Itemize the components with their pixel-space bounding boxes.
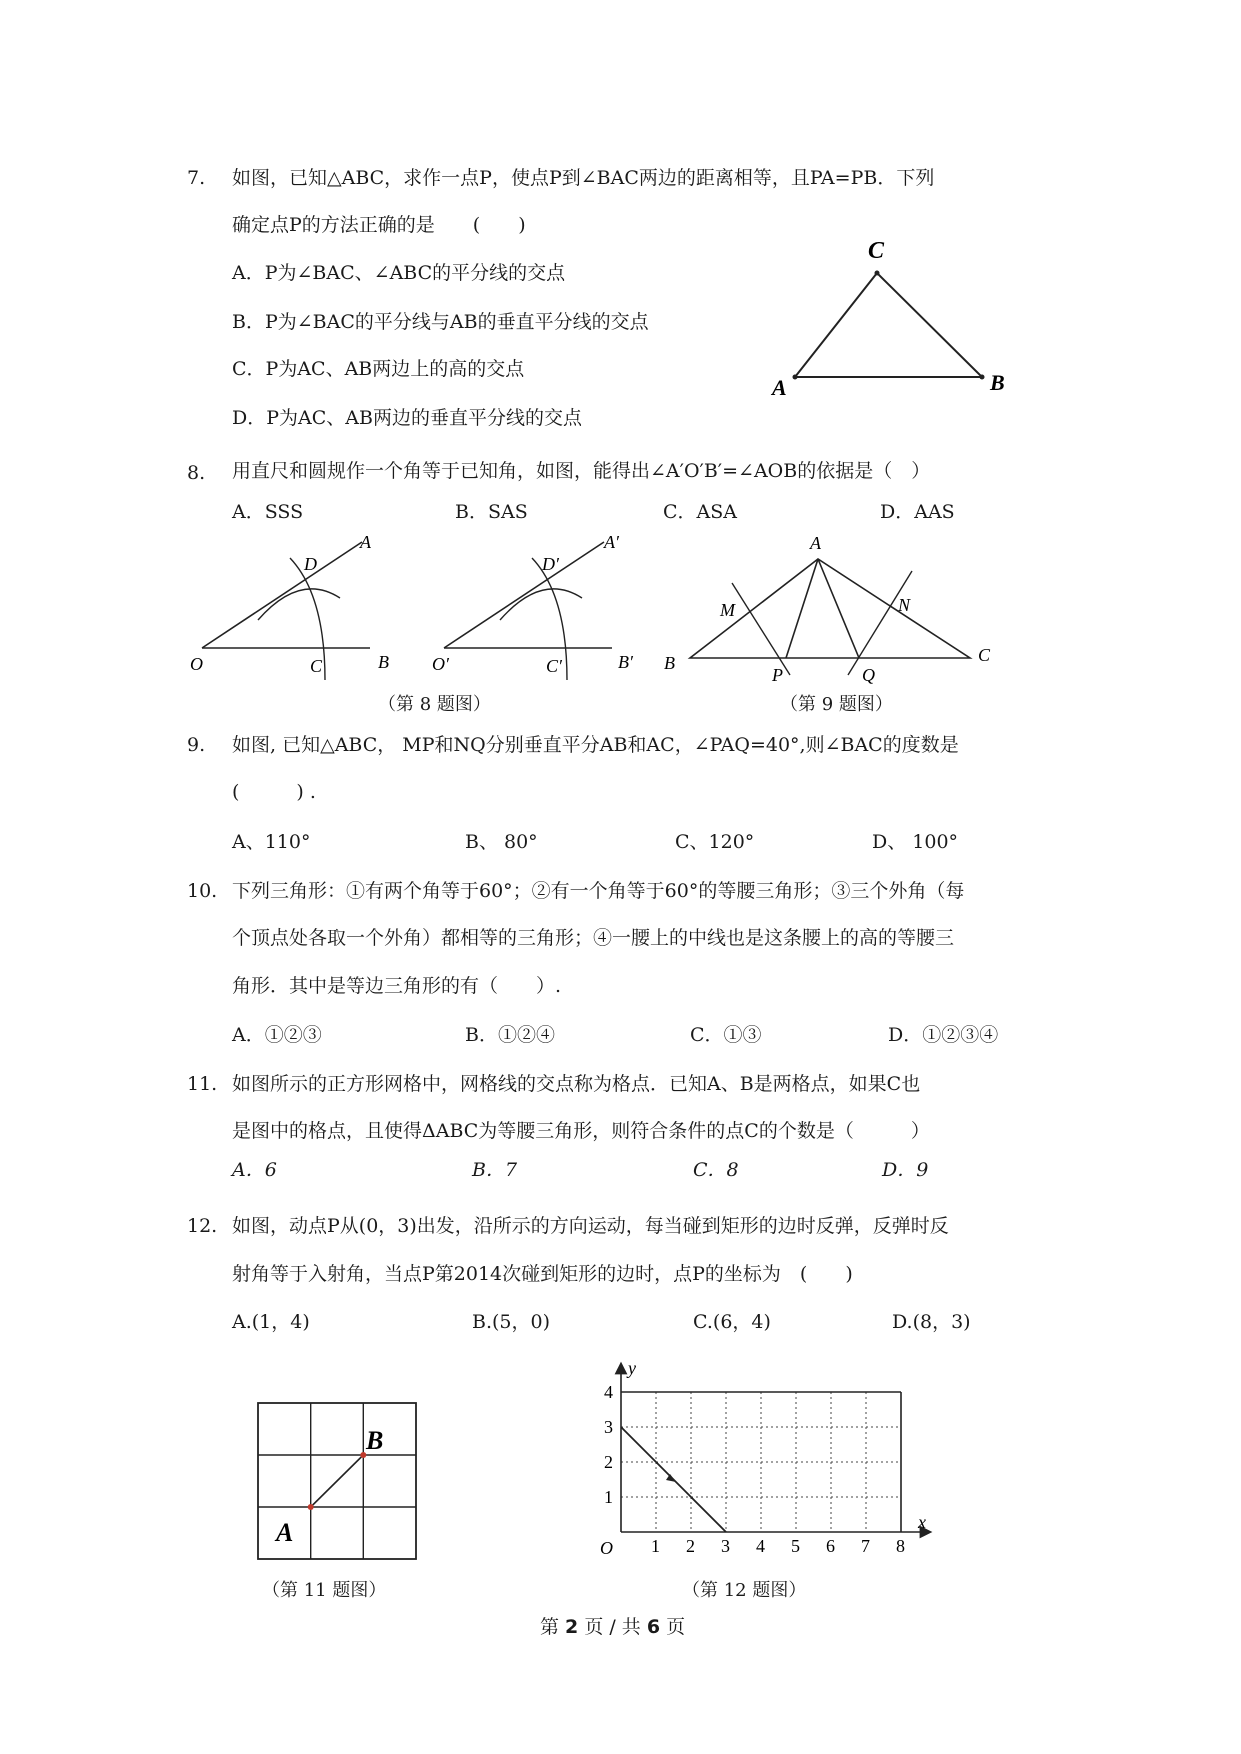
q11-option-b: B．7 (472, 1159, 518, 1181)
q8-option-c: C．ASA (663, 501, 737, 523)
page-footer (540, 1612, 685, 1639)
q12-caption: （第 12 题图） (682, 1580, 807, 1601)
xtick-2: 2 (686, 1536, 695, 1556)
q11-text-line1: 如图所示的正方形网格中，网格线的交点称为格点．已知A、B是两格点，如果C也 (232, 1073, 921, 1095)
q9-option-c: C、120° (675, 831, 755, 853)
q12-coordinate-figure (590, 1360, 960, 1560)
axis-label-y: y (628, 1358, 636, 1378)
q10-text-line2: 个顶点处各取一个外角）都相等的三角形；④一腰上的中线也是这条腰上的高的等腰三 (232, 927, 955, 949)
ytick-4: 4 (604, 1382, 613, 1402)
q11-text-line2: 是图中的格点，且使得ΔABC为等腰三角形，则符合条件的点C的个数是（ ） (232, 1120, 930, 1142)
xtick-5: 5 (791, 1536, 800, 1556)
label-a: A (810, 533, 821, 553)
xtick-7: 7 (861, 1536, 870, 1556)
q8-text-line1: 用直尺和圆规作一个角等于已知角，如图，能得出∠A′O′B′=∠AOB的依据是（ ） (232, 460, 931, 482)
q9-option-d: D、 100° (872, 831, 959, 853)
ytick-1: 1 (604, 1487, 613, 1507)
q12-option-c: C.(6，4) (693, 1311, 771, 1333)
q9-option-b: B、 80° (465, 831, 538, 853)
q7-option-a: A．P为∠BAC、∠ABC的平分线的交点 (232, 262, 566, 284)
q12-number: 12. (187, 1215, 218, 1237)
q8-angle-figure-original (190, 530, 400, 690)
q7-option-b: B．P为∠BAC的平分线与AB的垂直平分线的交点 (232, 311, 649, 333)
label-b-prime: B′ (618, 652, 633, 672)
q11-option-a: A．6 (232, 1159, 277, 1181)
ytick-2: 2 (604, 1452, 613, 1472)
xtick-3: 3 (721, 1536, 730, 1556)
label-o-prime: O′ (432, 654, 449, 674)
vertex-label-b: B (990, 370, 1005, 395)
xtick-1: 1 (651, 1536, 660, 1556)
origin-label: O (600, 1538, 613, 1558)
grid-label-b: B (366, 1426, 384, 1455)
label-a: A (360, 532, 371, 552)
label-d-prime: D′ (542, 554, 559, 574)
q10-option-d: D．①②③④ (888, 1024, 999, 1046)
label-c-prime: C′ (546, 656, 562, 676)
label-o: O (190, 654, 203, 674)
label-c: C (310, 656, 323, 676)
q11-number: 11. (187, 1073, 218, 1095)
q11-option-d: D．9 (882, 1159, 929, 1181)
axis-label-x: x (918, 1512, 926, 1532)
label-m: M (720, 600, 735, 620)
grid-label-a: A (276, 1518, 294, 1547)
q12-option-d: D.(8，3) (892, 1311, 971, 1333)
vertex-label-c: C (868, 238, 885, 264)
dotted-grid (621, 1392, 901, 1532)
footer-prefix: 第 (540, 1616, 566, 1638)
q9-caption: （第 9 题图） (780, 694, 893, 715)
q10-text-line1: 下列三角形：①有两个角等于60°；②有一个角等于60°的等腰三角形；③三个外角（每 (232, 880, 965, 902)
label-q: Q (862, 665, 875, 685)
q12-text-line2: 射角等于入射角，当点P第2014次碰到矩形的边时，点P的坐标为 ( ) (232, 1263, 853, 1285)
q8-angle-figure-copy (432, 530, 652, 690)
q9-option-a: A、110° (232, 831, 311, 853)
q9-triangle-figure (660, 535, 1010, 685)
ytick-3: 3 (604, 1417, 613, 1437)
xtick-4: 4 (756, 1536, 765, 1556)
q9-text-line2: ( ) . (232, 781, 316, 803)
q9-number: 9. (187, 734, 206, 756)
q10-option-b: B．①②④ (465, 1024, 555, 1046)
label-a-prime: A′ (604, 532, 619, 552)
label-b: B (378, 652, 389, 672)
xtick-6: 6 (826, 1536, 835, 1556)
q11-caption: （第 11 题图） (262, 1580, 387, 1601)
xtick-8: 8 (896, 1536, 905, 1556)
label-b: B (664, 653, 675, 673)
q8-option-a: A．SSS (232, 501, 304, 523)
q12-text-line1: 如图，动点P从(0，3)出发，沿所示的方向运动，每当碰到矩形的边时反弹，反弹时反 (232, 1215, 949, 1237)
q7-text-line2: 确定点P的方法正确的是 ( ) (232, 214, 526, 236)
triangle-abc (795, 273, 982, 377)
q7-option-d: D．P为AC、AB两边的垂直平分线的交点 (232, 407, 582, 429)
q7-text-line1: 如图，已知△ABC，求作一点P，使点P到∠BAC两边的距离相等，且PA=PB．下列 (232, 167, 935, 189)
q10-option-c: C．①③ (690, 1024, 762, 1046)
footer-total-pages: 6 (646, 1616, 661, 1638)
label-n: N (898, 595, 911, 615)
q12-option-a: A.(1，4) (232, 1311, 310, 1333)
q12-option-b: B.(5，0) (472, 1311, 551, 1333)
q7-number: 7. (187, 167, 206, 189)
footer-suffix: 页 (660, 1616, 686, 1638)
label-c: C (978, 645, 991, 665)
label-p: P (772, 665, 783, 685)
vertex-label-a: A (772, 375, 787, 400)
footer-page-number: 2 (565, 1616, 579, 1638)
q11-option-c: C．8 (693, 1159, 739, 1181)
q10-number: 10. (187, 880, 218, 902)
q8-option-b: B．SAS (455, 501, 528, 523)
q11-grid-figure (250, 1395, 430, 1565)
q10-option-a: A．①②③ (232, 1024, 322, 1046)
q9-text-line1: 如图, 已知△ABC， MP和NQ分别垂直平分AB和AC，∠PAQ=40°,则∠BAC的度数是 (232, 734, 959, 756)
q8-caption: （第 8 题图） (378, 694, 491, 715)
q7-option-c: C．P为AC、AB两边上的高的交点 (232, 358, 525, 380)
q8-option-d: D．AAS (880, 501, 955, 523)
footer-middle: 页 / 共 (578, 1616, 647, 1638)
q10-text-line3: 角形．其中是等边三角形的有（ ）. (232, 975, 562, 997)
label-d: D (304, 554, 317, 574)
q7-triangle-figure (760, 235, 1020, 405)
q8-number: 8. (187, 462, 206, 484)
